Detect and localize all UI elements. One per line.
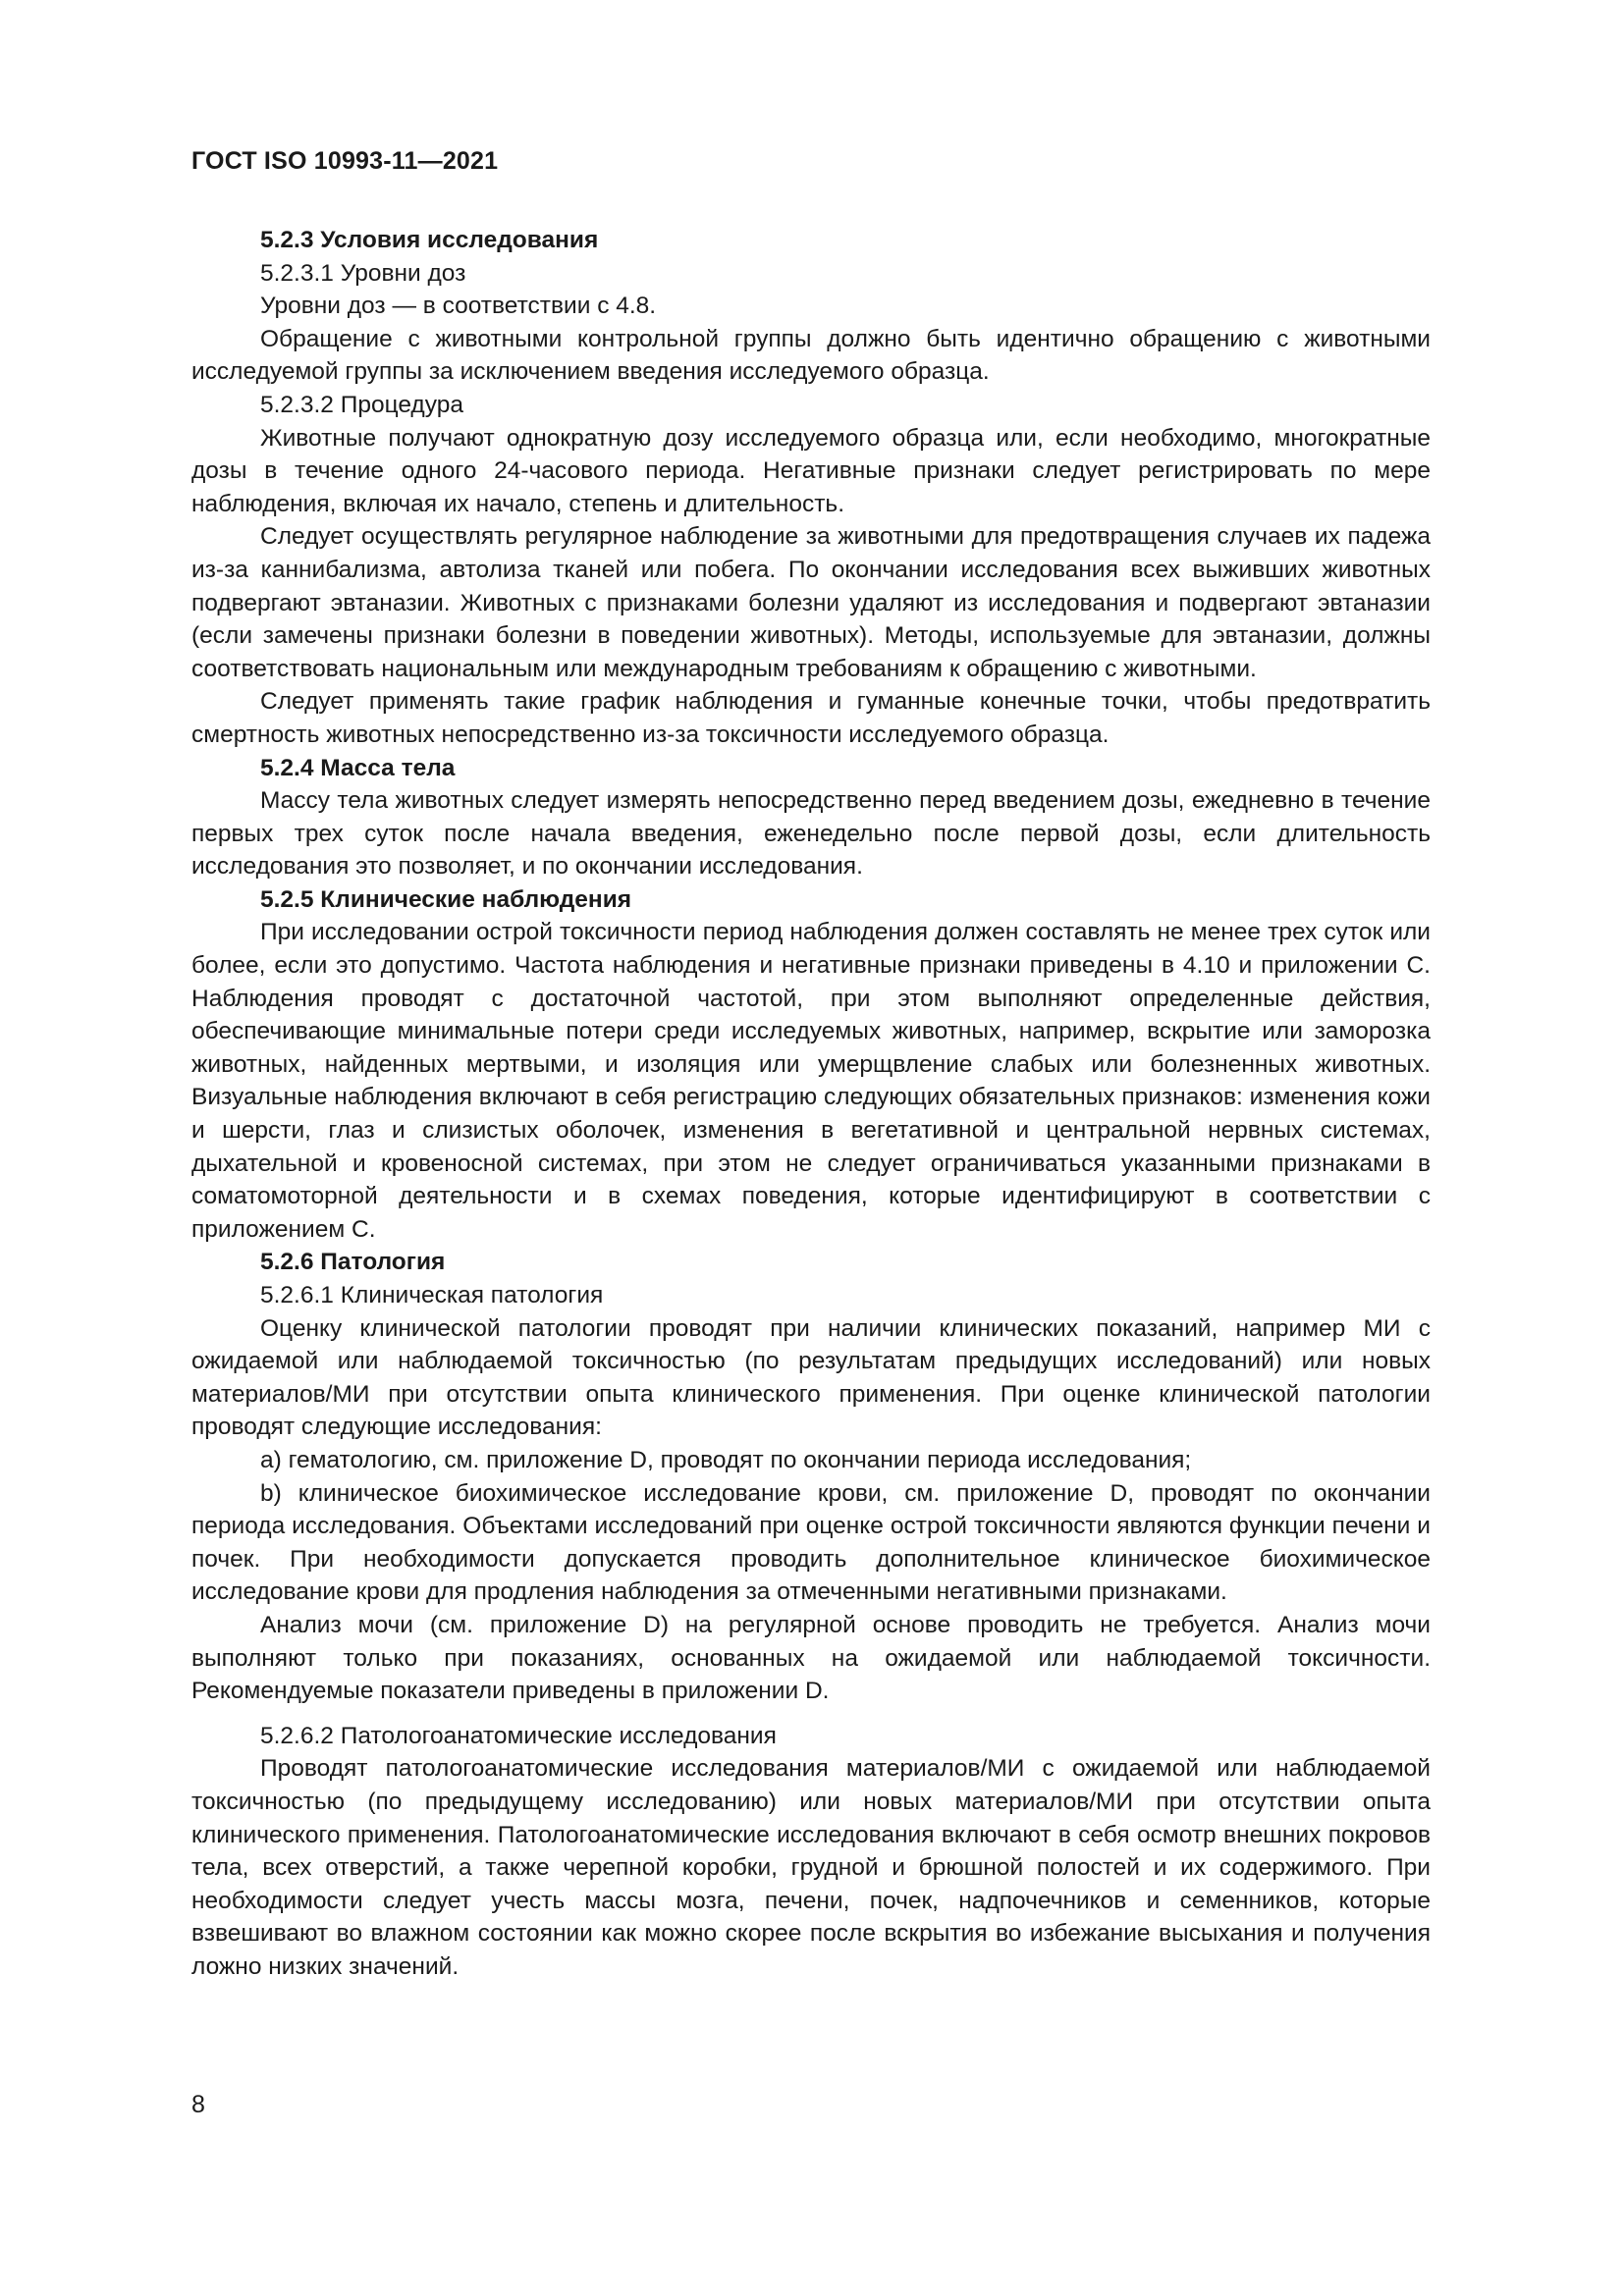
paragraph: Животные получают однократную дозу исследуемого образца или, если необходимо, многократные дозы в течение одного 24-часового периода. Негативные признаки следует регистрировать по мере наблюдения, включая их начало, степень и длительность.: [191, 424, 1431, 517]
section-heading-5-2-3: 5.2.3 Условия исследования: [260, 227, 599, 253]
section-heading-5-2-5: 5.2.5 Клинические наблюдения: [260, 885, 632, 913]
paragraph: Анализ мочи (см. приложение D) на регулярной основе проводить не требуется. Анализ мочи выполняют только при показаниях, основанных на ожидаемой или наблюдаемой токсичности. Рекомендуемые показатели приведены в приложении D.: [191, 1611, 1431, 1705]
paragraph: При исследовании острой токсичности период наблюдения должен составлять не менее трех суток или более, если это допустимо. Частота наблюдения и негативные признаки приведены в 4.10 и приложении С. Наблюдения проводят с достаточной частотой, при этом выполняют определенные действия, обеспечивающие минимальные потери среди исследуемых животных, например, вскрытие или заморозка животных, найденных мертвыми, и изоляция или умерщвление слабых или болезненных животных. Визуальные наблюдения включают в себя регистрацию следующих обязательных признаков: изменения кожи и шерсти, глаз и слизистых оболочек, изменения в вегетативной и центральной нервных системах, дыхательной и кровеносной системах, при этом не следует ограничиваться указанными признаками в соматомоторной деятельности и в схемах поведения, которые идентифицируют в соответствии с приложением С.: [191, 919, 1431, 1243]
subsection-heading-5-2-6-2: 5.2.6.2 Патологоанатомические исследования: [260, 1722, 777, 1749]
page-number: 8: [191, 2091, 205, 2118]
subsection-heading-5-2-6-1: 5.2.6.1 Клиническая патология: [260, 1282, 604, 1308]
section-heading-5-2-4: 5.2.4 Масса тела: [260, 754, 456, 781]
paragraph: Обращение с животными контрольной группы должно быть идентично обращению с животными исследуемой группы за исключением введения исследуемого образца.: [191, 325, 1431, 386]
paragraph: Следует осуществлять регулярное наблюдение за животными для предотвращения случаев их падежа из-за каннибализма, автолиза тканей или побега. По окончании исследования всех выживших животных подвергают эвтаназии. Животных с признаками болезни удаляют из исследования и подвергают эвтаназии (если замечены признаки болезни в поведении животных). Методы, используемые для эвтаназии, должны соответствовать национальным или международным требованиям к обращению с животными.: [191, 523, 1431, 682]
document-code-header: ГОСТ ISO 10993-11—2021: [191, 147, 499, 175]
paragraph: Оценку клинической патологии проводят при наличии клинических показаний, например МИ с ожидаемой или наблюдаемой токсичностью (по результатам предыдущих исследований) или новых материалов/МИ при отсутствии опыта клинического применения. При оценке клинической патологии проводят следующие исследования:: [191, 1314, 1431, 1441]
paragraph: Массу тела животных следует измерять непосредственно перед введением дозы, ежедневно в течение первых трех суток после начала введения, еженедельно после первой дозы, если длительность исследования это позволяет, и по окончании исследования.: [191, 787, 1431, 881]
list-item-a: а) гематологию, см. приложение D, проводят по окончании периода исследования;: [260, 1446, 1192, 1473]
subsection-heading-5-2-3-1: 5.2.3.1 Уровни доз: [260, 259, 466, 287]
paragraph: Проводят патологоанатомические исследования материалов/МИ с ожидаемой или наблюдаемой токсичностью (по предыдущему исследованию) или новых материалов/МИ при отсутствии опыта клинического применения. Патологоанатомические исследования включают в себя осмотр внешних покровов тела, всех отверстий, а также черепной коробки, грудной и брюшной полостей и их содержимого. При необходимости следует учесть массы мозга, печени, почек, надпочечников и семенников, которые взвешивают во влажном состоянии как можно скорее после вскрытия во избежание высыхания и получения ложно низких значений.: [191, 1755, 1431, 1980]
subsection-heading-5-2-3-2: 5.2.3.2 Процедура: [260, 391, 463, 418]
paragraph: Следует применять такие график наблюдения и гуманные конечные точки, чтобы предотвратить смертность животных непосредственно из-за токсичности исследуемого образца.: [191, 688, 1431, 748]
section-heading-5-2-6: 5.2.6 Патология: [260, 1249, 446, 1276]
document-body: [191, 224, 1431, 1983]
list-item-b: b) клиническое биохимическое исследование крови, см. приложение D, проводят по окончании периода исследования. Объектами исследований при оценке острой токсичности являются функции печени и почек. При необходимости допускается проводить дополнительное клиническое биохимическое исследование крови для продления наблюдения за отмеченными негативными признаками.: [191, 1479, 1431, 1606]
paragraph: Уровни доз — в соответствии с 4.8.: [260, 293, 657, 320]
